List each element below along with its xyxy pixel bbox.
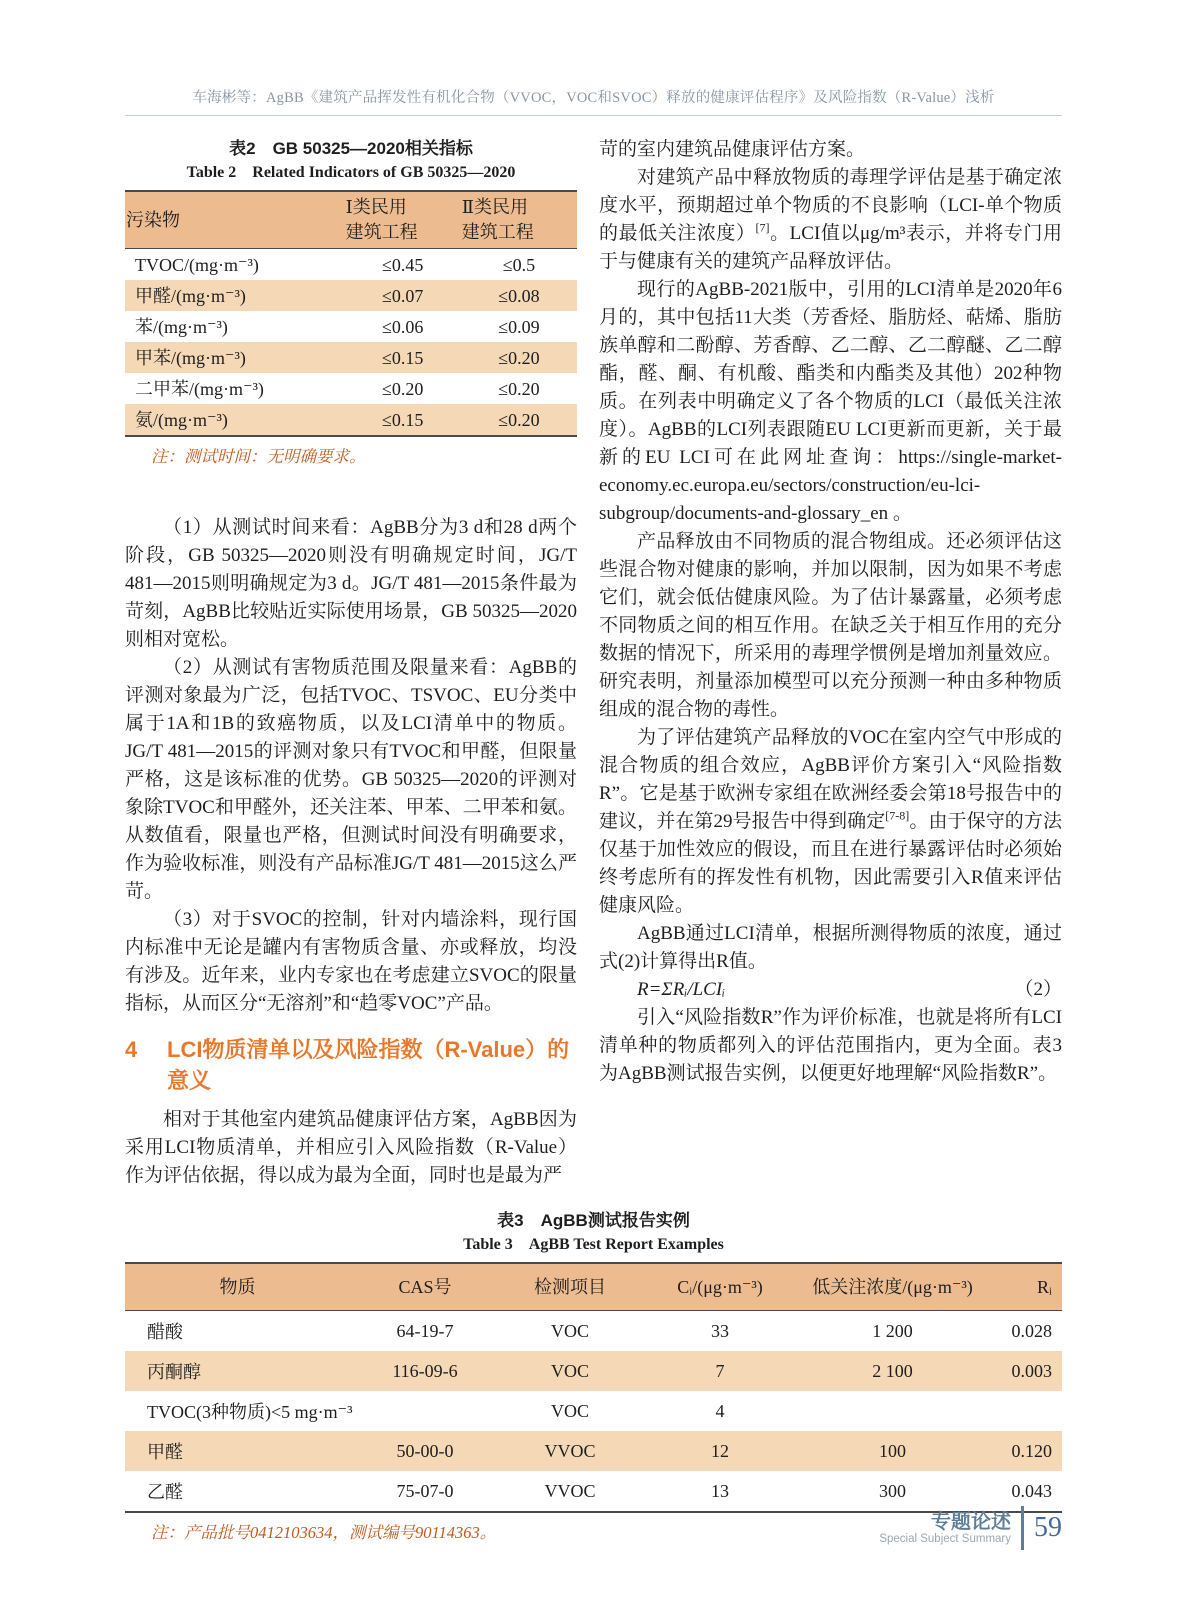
pollutant-cell: 甲苯/(mg·m⁻³) (125, 342, 345, 373)
footer-labels (879, 1511, 1011, 1545)
col-pollutant-header: 污染物 (125, 191, 345, 249)
test-item-cell: VOC (550, 1320, 589, 1341)
table2-block (125, 136, 577, 468)
substance-cell: 醋酸 (147, 1322, 183, 1342)
pollutant-cell: 甲醛/(mg·m⁻³) (125, 280, 345, 311)
paragraph: 对建筑产品中释放物质的毒理学评估是基于确定浓度水平，预期超过单个物质的不良影响（LCI-单个物质的最低关注浓度）[7]。LCI值以μg/m³表示，并将专门用于与健康有关的建筑产品释放评估。 (599, 167, 1062, 272)
running-head-title: 车海彬等：AgBB《建筑产品挥发性有机化合物（VVOC，VOC和SVOC）释放的健康评估程序》及风险指数（R-Value）浅析 (192, 90, 995, 106)
paragraph-with-url: 现行的AgBB-2021版中，引用的LCI清单是2020年6月的，其中包括11大类（芳香烃、脂肪烃、萜烯、脂肪族单醇和二酚醇、芳香醇、乙二醇、乙二醇醚、乙二醇酯，醛、酮、有机酸、酯类和内酯类及其他）202种物质。在列表中明确定义了各个物质的LCI（最低关注浓度）。AgBB的LCI列表跟随EU LCI更新而更新，关于最新的EU LCI可在此网址查询：https://single-market-economy.ec.europa.eu/sectors/construction/eu-lci-subgroup/documents-and-glossary_en 。 (599, 279, 1062, 524)
pollutant-cell: 苯/(mg·m⁻³) (135, 316, 228, 337)
lci-cell: 1 200 (872, 1320, 913, 1341)
table-2 (125, 190, 577, 437)
table3-block (125, 1208, 1062, 1544)
lci-cell: 100 (800, 1431, 985, 1471)
section-4-heading (125, 1034, 577, 1096)
footer-section-label-en: Special Subject Summary (879, 1533, 1011, 1545)
class1-cell: ≤0.45 (382, 254, 424, 275)
substance-cell: TVOC(3种物质)<5 mg·m⁻³ (147, 1402, 353, 1422)
ri-cell: 0.028 (1011, 1320, 1052, 1341)
table-row (125, 1311, 1062, 1352)
col-lci-header: 低关注浓度/(μg·m⁻³) (800, 1263, 985, 1311)
class1-cell: ≤0.06 (382, 316, 424, 337)
right-column (599, 136, 1062, 1190)
ri-cell: 0.120 (985, 1431, 1062, 1471)
col-class2-header: Ⅱ类民用 建筑工程 (461, 191, 577, 249)
class2-cell: ≤0.08 (461, 280, 577, 311)
pollutant-cell: 氨/(mg·m⁻³) (125, 404, 345, 436)
table-row (125, 373, 577, 404)
cas-cell: 75-07-0 (396, 1480, 454, 1501)
table-row (125, 249, 577, 281)
table3-title-cn: 表3 AgBB测试报告实例 (497, 1211, 690, 1230)
equation-expression: R=ΣRᵢ/LCIᵢ (637, 979, 726, 1000)
citation-7: [7] (755, 220, 770, 235)
class2-cell: ≤0.5 (502, 254, 536, 275)
class1-cell: ≤0.15 (345, 404, 461, 436)
section-title: LCI物质清单以及风险指数（R-Value）的意义 (167, 1037, 570, 1093)
class1-cell: ≤0.07 (345, 280, 461, 311)
citation-7-8: [7-8] (885, 808, 910, 823)
table-row (125, 342, 577, 373)
paragraph: （1）从测试时间来看：AgBB分为3 d和28 d两个阶段，GB 50325—2020则没有明确规定时间，JG/T 481—2015则明确规定为3 d。JG/T 481—2015条件最为苛刻，AgBB比较贴近实际使用场景，GB 50325—2020则相对宽松。 (125, 517, 577, 650)
test-item-cell: VVOC (544, 1480, 596, 1501)
test-item-cell: VVOC (500, 1431, 640, 1471)
paragraph: 引入“风险指数R”作为评价标准，也就是将所有LCI清单种的物质都列入的评估范围指内，更为全面。表3为AgBB测试报告实例，以便更好地理解“风险指数R”。 (599, 1007, 1062, 1084)
table2-title-cn: 表2 GB 50325—2020相关指标 (229, 139, 473, 158)
ci-cell: 12 (640, 1431, 800, 1471)
lci-cell: 300 (879, 1480, 906, 1501)
class2-cell: ≤0.09 (498, 316, 540, 337)
cas-cell: 50-00-0 (350, 1431, 500, 1471)
cas-cell: 64-19-7 (396, 1320, 454, 1341)
class2-cell: ≤0.20 (461, 404, 577, 436)
table-row (125, 1391, 1062, 1431)
class1-cell: ≤0.20 (382, 378, 424, 399)
ci-cell: 13 (711, 1480, 729, 1501)
substance-cell: 丙酮醇 (125, 1351, 350, 1391)
lci-cell (800, 1391, 985, 1431)
table3-title-en: Table 3 AgBB Test Report Examples (463, 1236, 724, 1253)
ri-cell (985, 1391, 1062, 1431)
paragraph: 产品释放由不同物质的混合物组成。还必须评估这些混合物对健康的影响，并加以限制，因为如果不考虑它们，就会低估健康风险。为了估计暴露量，必须考虑不同物质之间的相互作用。在缺乏关于相互作用的充分数据的情况下，所采用的毒理学惯例是增加剂量效应。研究表明，剂量添加模型可以充分预测一种由多种物质组成的混合物的毒性。 (599, 531, 1062, 720)
table3-header (125, 1263, 1062, 1311)
paragraph: （3）对于SVOC的控制，针对内墙涂料，现行国内标准中无论是罐内有害物质含量、亦或释放，均没有涉及。近年来，业内专家也在考虑建立SVOC的限量指标，从而区分“无溶剂”和“趋零VOC”产品。 (125, 909, 577, 1014)
footer-divider-bar (1021, 1506, 1024, 1550)
section-number: 4 (125, 1037, 138, 1062)
col-test-item-header: 检测项目 (500, 1263, 640, 1311)
col-cas-header: CAS号 (350, 1263, 500, 1311)
header-rule (125, 115, 1062, 116)
test-item-cell: VOC (500, 1351, 640, 1391)
ri-cell: 0.003 (985, 1351, 1062, 1391)
pollutant-cell: 二甲苯/(mg·m⁻³) (135, 378, 264, 399)
class1-cell: ≤0.15 (345, 342, 461, 373)
col-ri-header: Rᵢ (985, 1263, 1062, 1311)
footer-section-label-cn: 专题论述 (931, 1511, 1011, 1533)
col-class1-header: Ⅰ类民用 建筑工程 (345, 191, 461, 249)
paragraph: （2）从测试有害物质范围及限量来看：AgBB的评测对象最为广泛，包括TVOC、TSVOC、EU分类中属于1A和1B的致癌物质，以及LCI清单中的物质。JG/T 481—2015的评测对象只有TVOC和甲醛，但限量严格，这是该标准的优势。GB 50325—2020的评测对象除TVOC和甲醛外，还关注苯、甲苯、二甲苯和氨。从数值看，限量也严格，但测试时间没有明确要求，作为验收标准，则没有产品标准JG/T 481—2015这么严苛。 (125, 657, 577, 902)
table-row (125, 1351, 1062, 1391)
class2-cell: ≤0.20 (461, 342, 577, 373)
lci-cell: 2 100 (800, 1351, 985, 1391)
cas-cell: 116-09-6 (350, 1351, 500, 1391)
col-ci-header: Cᵢ/(μg·m⁻³) (640, 1263, 800, 1311)
ci-cell: 4 (715, 1400, 725, 1421)
running-head (125, 0, 1062, 116)
table2-header (125, 191, 577, 249)
table-row (125, 280, 577, 311)
class2-cell: ≤0.20 (498, 378, 540, 399)
two-column-body (125, 136, 1062, 1190)
table-row (125, 311, 577, 342)
table2-title-en: Table 2 Related Indicators of GB 50325—2020 (186, 164, 516, 181)
paragraph: 为了评估建筑产品释放的VOC在室内空气中形成的混合物质的组合效应，AgBB评价方案引入“风险指数R”。它是基于欧洲专家组在欧洲经委会第18号报告中的建议，并在第29号报告中得到确定[7-8]。由于保守的方法仅基于加性效应的假设，而且在进行暴露评估时必须始终考虑所有的挥发性有机物，因此需要引入R值来评估健康风险。 (599, 727, 1062, 916)
table-row (125, 1431, 1062, 1471)
ri-cell: 0.043 (1011, 1480, 1052, 1501)
table3-note: 注：产品批号0412103634，测试编号90114363。 (151, 1523, 497, 1542)
ci-cell: 33 (711, 1320, 729, 1341)
left-column (125, 136, 577, 1190)
substance-cell: 甲醛 (125, 1431, 350, 1471)
substance-cell: 乙醛 (147, 1482, 183, 1502)
ci-cell: 7 (640, 1351, 800, 1391)
table-row (125, 404, 577, 436)
equation-number: （2） (1014, 979, 1062, 1000)
paragraph-continuation: 苛的室内建筑品健康评估方案。 (599, 139, 866, 160)
page-number: 59 (1034, 1512, 1062, 1543)
table-3 (125, 1262, 1062, 1513)
col-substance-header: 物质 (125, 1263, 350, 1311)
paragraph: 相对于其他室内建筑品健康评估方案，AgBB因为采用LCI物质清单，并相应引入风险指数（R-Value）作为评估依据，得以成为最为全面，同时也是最为严 (125, 1109, 577, 1186)
pollutant-cell: TVOC/(mg·m⁻³) (135, 254, 259, 275)
equation-2 (599, 976, 1062, 1004)
test-item-cell: VOC (550, 1400, 589, 1421)
page-footer (879, 1506, 1062, 1550)
table2-note: 注：测试时间：无明确要求。 (151, 447, 366, 466)
paragraph: AgBB通过LCI清单，根据所测得物质的浓度，通过式(2)计算得出R值。 (599, 923, 1062, 972)
